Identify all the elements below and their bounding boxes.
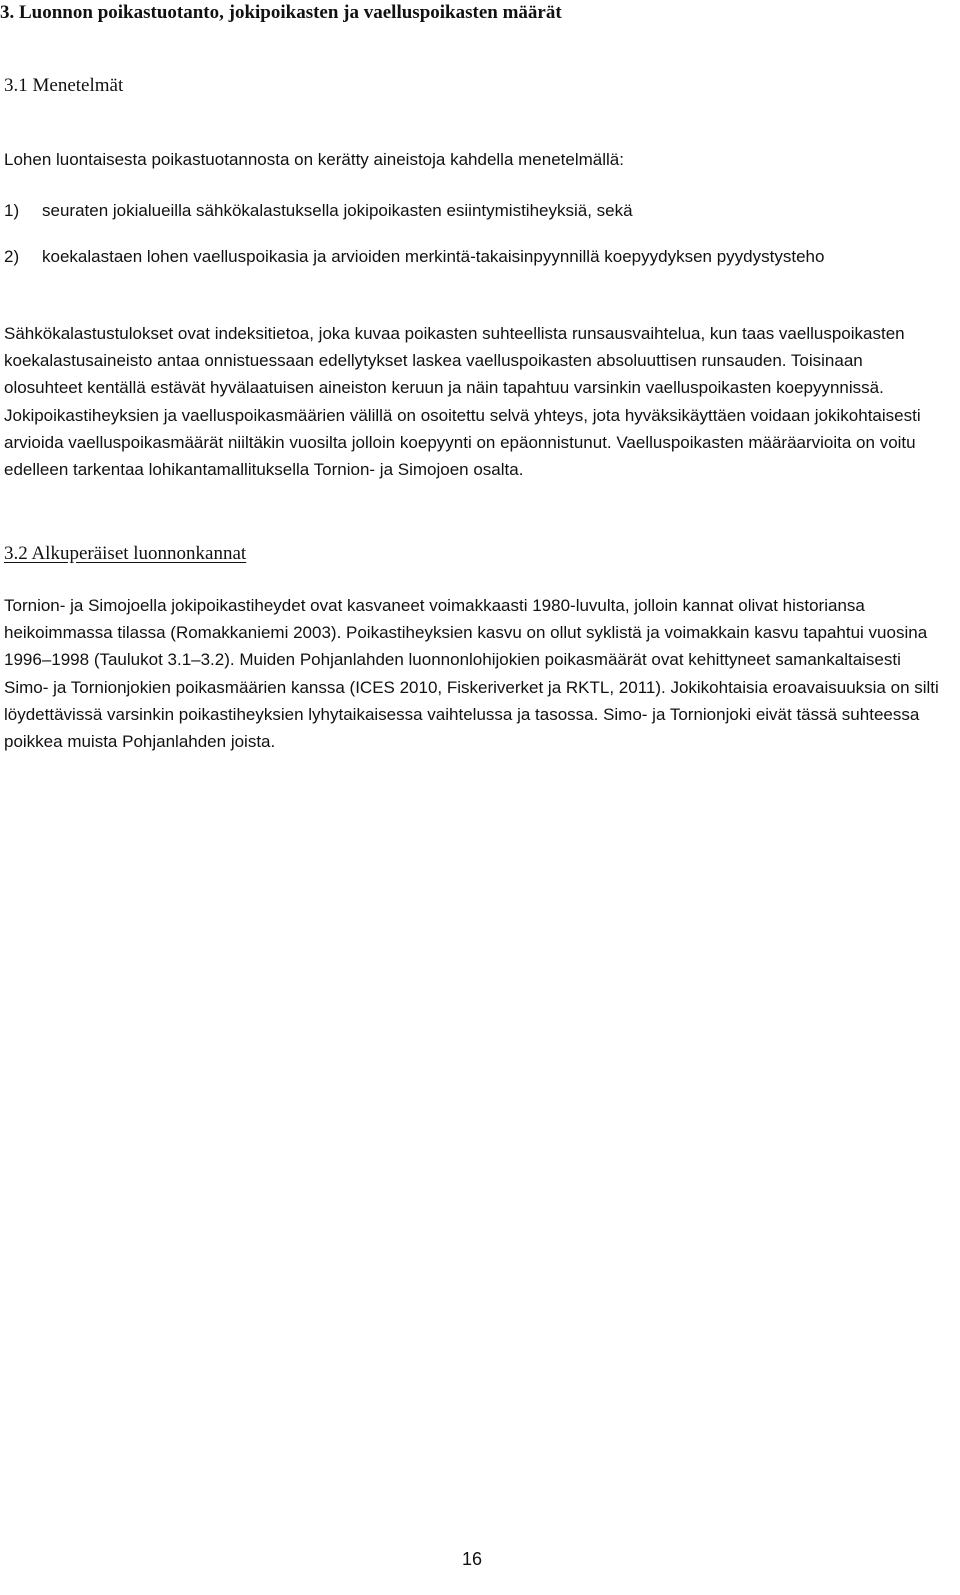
methods-list [4, 196, 934, 288]
section-heading-native-stocks: 3.2 Alkuperäiset luonnonkannat [4, 543, 247, 564]
main-heading: 3. Luonnon poikastuotanto, jokipoikasten ja vaelluspoikasten määrät [0, 2, 562, 23]
list-item-number: 1) [4, 201, 20, 220]
list-item-text: seuraten jokialueilla sähkökalastuksella jokipoikasten esiintymistiheyksiä, sekä [42, 201, 633, 220]
section-heading-methods: 3.1 Menetelmät [4, 75, 124, 96]
paragraph-electrofishing: Sähkökalastustulokset ovat indeksitietoa, joka kuvaa poikasten suhteellista runsausvaihtelua, kun taas vaelluspoikasten koekalastusaineisto antaa onnistuessaan edellytykset laskea vaelluspoikasten absoluuttisen runsauden. Toisinaan olosuhteet kentällä estävät hyvälaatuisen aineiston keruun ja näin tapahtuu varsinkin vaelluspoikasten koepyynnissä. Jokipoikastiheyksien ja vaelluspoikasmäärien välillä on osoitettu selvä yhteys, jota hyväksikäyttäen voidaan jokikohtaisesti arvioida vaelluspoikasmäärät niiltäkin vuosilta jolloin koepyynti on epäonnistunut. Vaelluspoikasten määräarvioita on voitu edelleen tarkentaa lohikantamallituksella Tornion- ja Simojoen osalta. [4, 324, 921, 480]
list-item [4, 196, 934, 226]
list-item [4, 242, 934, 272]
paragraph-native-stocks: Tornion- ja Simojoella jokipoikastiheydet ovat kasvaneet voimakkaasti 1980-luvulta, jolloin kannat olivat historiansa heikoimmassa tilassa (Romakkaniemi 2003). Poikastiheyksien kasvu on ollut syklistä ja voimakkain kasvu tapahtui vuosina 1996–1998 (Taulukot 3.1–3.2). Muiden Pohjanlahden luonnonlohijokien poikasmäärät ovat kehittyneet samankaltaisesti Simo- ja Tornionjokien poikasmäärien kanssa (ICES 2010, Fiskeriverket ja RKTL, 2011). Jokikohtaisia eroavaisuuksia on silti löydettävissä varsinkin poikastiheyksien lyhytaikaisessa vaihtelussa ja tasossa. Simo- ja Tornionjoki eivät tässä suhteessa poikkea muista Pohjanlahden joista. [4, 596, 939, 752]
list-item-text: koekalastaen lohen vaelluspoikasia ja arvioiden merkintä-takaisinpyynnillä koepyydyksen pyydystysteho [42, 247, 825, 266]
page-number: 16 [462, 1549, 483, 1569]
methods-intro: Lohen luontaisesta poikastuotannosta on kerätty aineistoja kahdella menetelmällä: [4, 150, 624, 169]
list-item-number: 2) [4, 247, 20, 266]
